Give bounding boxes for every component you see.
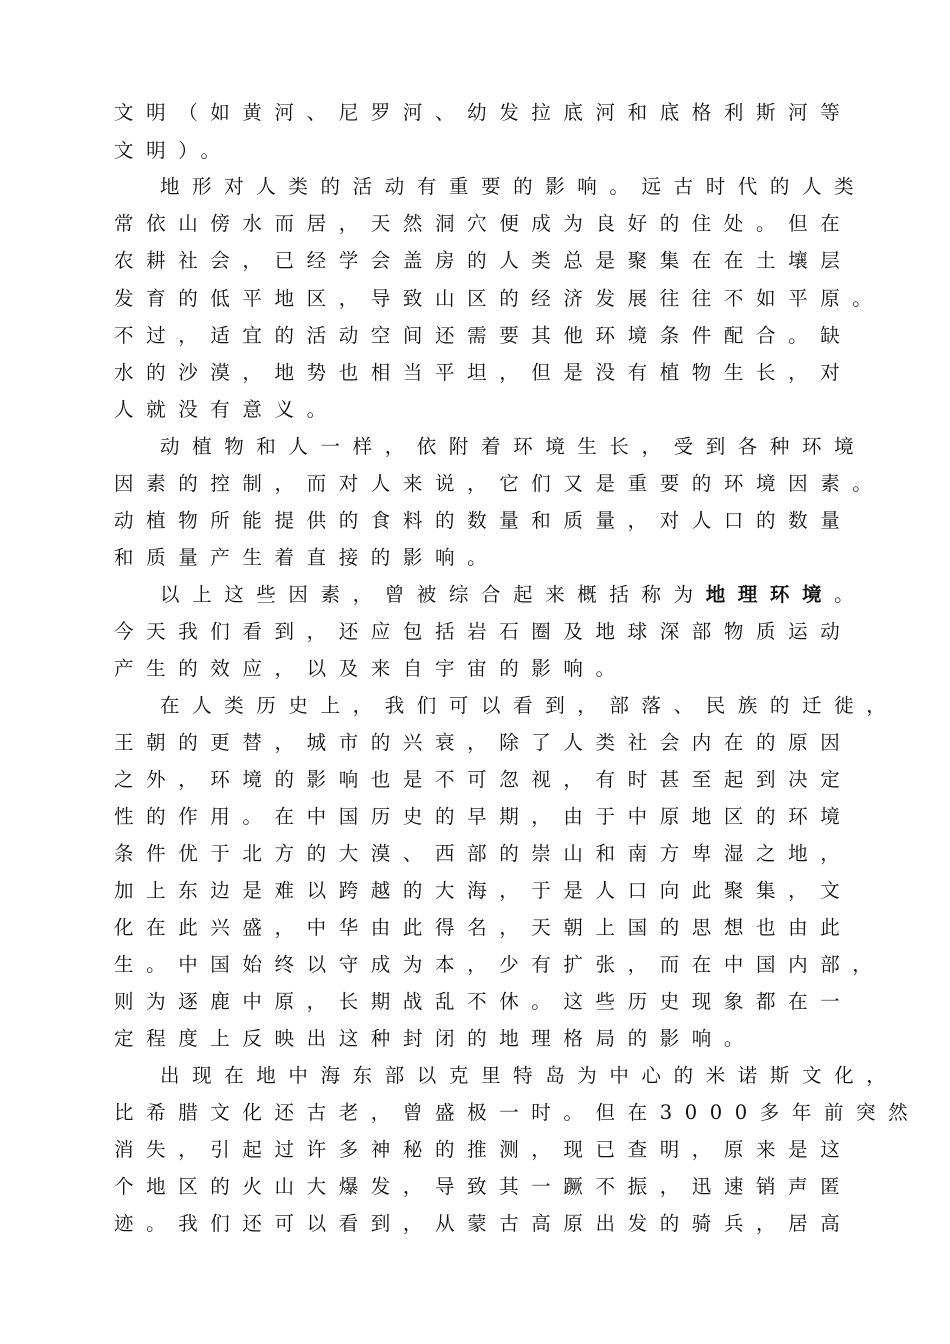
text-line: 定程度上反映出这种封闭的地理格局的影响。 <box>114 1027 757 1050</box>
text-line: 动植物所能提供的食料的数量和质量，对人口的数量 <box>114 509 853 532</box>
text-line: 化在此兴盛，中华由此得名，天朝上国的思想也由此 <box>114 916 853 939</box>
text-line: 个地区的火山大爆发，导致其一蹶不振，迅速销声匿 <box>114 1175 853 1198</box>
text-line: 因素的控制，而对人来说，它们又是重要的环境因素。 <box>114 472 885 495</box>
text-line: 之外，环境的影响也是不可忽视，有时甚至起到决定 <box>114 768 853 791</box>
paragraph-first-line: 出现在地中海东部以克里特岛为中心的米诺斯文化， <box>160 1064 899 1087</box>
text-line: 人就没有意义。 <box>114 398 339 421</box>
text-line: 比希腊文化还古老，曾盛极一时。但在3000多年前突然 <box>114 1101 921 1124</box>
bold-term: 地理环境 <box>705 583 835 606</box>
text-line: 则为逐鹿中原，长期战乱不休。这些历史现象都在一 <box>114 990 853 1013</box>
text-line: 不过，适宜的活动空间还需要其他环境条件配合。缺 <box>114 324 853 347</box>
text-run: 。 <box>834 583 867 606</box>
paragraph-first-line: 在人类历史上，我们可以看到，部落、民族的迁徙， <box>160 694 899 717</box>
text-line: 今天我们看到，还应包括岩石圈及地球深部物质运动 <box>114 620 853 643</box>
text-line: 和质量产生着直接的影响。 <box>114 546 500 569</box>
text-line: 迹。我们还可以看到，从蒙古高原出发的骑兵，居高 <box>114 1212 853 1235</box>
paragraph-first-line: 地形对人类的活动有重要的影响。远古时代的人类 <box>160 175 867 198</box>
text-run: 以上这些因素，曾被综合起来概括称为 <box>160 583 706 606</box>
text-line: 文明（如黄河、尼罗河、幼发拉底河和底格利斯河等 <box>114 101 853 124</box>
text-line: 条件优于北方的大漠、西部的崇山和南方卑湿之地， <box>114 842 853 865</box>
text-line: 文明）。 <box>114 139 233 162</box>
text-line: 性的作用。在中国历史的早期，由于中原地区的环境 <box>114 805 853 828</box>
text-line: 王朝的更替，城市的兴衰，除了人类社会内在的原因 <box>114 731 853 754</box>
text-line: 发育的低平地区，导致山区的经济发展往往不如平原。 <box>114 287 885 310</box>
text-line: 常依山傍水而居，天然洞穴便成为良好的住处。但在 <box>114 212 853 235</box>
text-line: 生。中国始终以守成为本，少有扩张，而在中国内部， <box>114 953 885 976</box>
text-line: 产生的效应，以及来自宇宙的影响。 <box>114 657 628 680</box>
paragraph-first-line: 动植物和人一样，依附着环境生长，受到各种环境 <box>160 435 867 458</box>
paragraph-first-line <box>160 583 866 607</box>
text-line: 消失，引起过许多神秘的推测，现已查明，原来是这 <box>114 1138 853 1161</box>
text-line: 加上东边是难以跨越的大海，于是人口向此聚集，文 <box>114 879 853 902</box>
text-line: 水的沙漠，地势也相当平坦，但是没有植物生长，对 <box>114 361 853 384</box>
text-line: 农耕社会，已经学会盖房的人类总是聚集在在土壤层 <box>114 249 853 272</box>
